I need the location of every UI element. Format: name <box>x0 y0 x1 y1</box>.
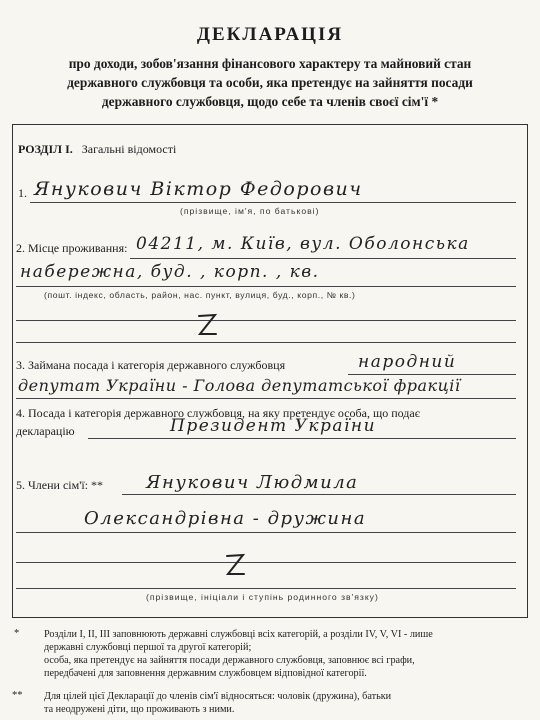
field-2-line-4 <box>16 342 516 343</box>
footnote-1-line: особа, яка претендує на зайняття посади державного службовця, заповнює всі графи, <box>44 655 415 666</box>
footnote-1-line: передбачені для заповнення державним службовцем відповідної категорії. <box>44 668 367 679</box>
field-2-line-3 <box>16 320 516 321</box>
field-5-family-value-1[interactable]: Янукович Людмила <box>146 472 359 493</box>
field-3-position-value-1[interactable]: народний <box>358 352 457 372</box>
footnote-2 <box>44 690 524 716</box>
field-2-blank-z-mark <box>196 312 218 338</box>
field-2-label: 2. Місце проживання: <box>16 241 128 255</box>
field-4-label-2: декларацію <box>16 424 75 438</box>
field-3-line-1 <box>348 374 516 375</box>
footnote-1-line: державні службовці першої та другої категорій; <box>44 642 252 653</box>
footnote-2-line: та неодружені діти, що проживають з ними. <box>44 704 235 715</box>
subtitle-line: про доходи, зобов'язання фінансового характеру та майновий стан <box>68 56 472 71</box>
section-heading <box>18 142 176 157</box>
footnote-1-line: Розділи I, II, III заповнюють державні службовці всіх категорій, а розділи IV, V, VI - лише <box>44 629 433 640</box>
field-3-line-2 <box>16 398 516 399</box>
field-5-line-3 <box>16 562 516 563</box>
document-subtitle <box>20 54 520 111</box>
field-1-line <box>30 202 516 203</box>
footnote-1-marker: * <box>14 628 20 639</box>
field-5-caption: (прізвище, ініціали і ступінь родинного зв'язку) <box>146 592 379 602</box>
field-4-line <box>88 438 516 439</box>
field-5-label: 5. Члени сім'ї: ** <box>16 478 104 492</box>
field-2-line-2 <box>16 286 516 287</box>
field-4-position-value[interactable]: Президент України <box>170 416 377 436</box>
field-3-position-value-2[interactable]: депутат України - Голова депутатської фракції <box>18 376 461 395</box>
field-2-address-value-2[interactable]: набережна, буд. , корп. , кв. <box>20 262 320 282</box>
field-5-line-1 <box>122 494 516 495</box>
document-title: ДЕКЛАРАЦІЯ <box>196 24 344 45</box>
field-1-name-value[interactable]: Янукович Віктор Федорович <box>34 178 363 200</box>
field-5-line-4 <box>16 588 516 589</box>
field-5-blank-z-mark <box>224 552 246 578</box>
section-label: РОЗДІЛ I. <box>18 142 73 156</box>
field-5-line-2 <box>16 532 516 533</box>
footnote-2-marker: ** <box>12 690 23 701</box>
field-1-caption: (прізвище, ім'я, по батькові) <box>180 206 320 216</box>
footnote-1 <box>44 628 524 680</box>
field-2-line-1 <box>130 258 516 259</box>
subtitle-line: державного службовця та особи, яка претендує на зайняття посади <box>67 75 473 90</box>
field-3-label: 3. Займана посада і категорія державного службовця <box>16 358 286 372</box>
field-2-address-value-1[interactable]: 04211, м. Київ, вул. Оболонська <box>136 234 470 254</box>
footnote-2-line: Для цілей цієї Декларації до членів сім'ї відносяться: чоловік (дружина), батьки <box>44 691 392 702</box>
field-5-family-value-2[interactable]: Олександрівна - дружина <box>84 508 367 529</box>
field-1-number: 1. <box>18 186 27 200</box>
field-2-caption: (пошт. індекс, область, район, нас. пункт, вулиця, буд., корп., № кв.) <box>44 290 356 300</box>
section-name: Загальні відомості <box>81 142 177 156</box>
field-4-label-1: 4. Посада і категорія державного службовця, на яку претендує особа, що подає <box>16 406 420 420</box>
subtitle-line: державного службовця, щодо себе та членів своєї сім'ї * <box>101 94 439 109</box>
